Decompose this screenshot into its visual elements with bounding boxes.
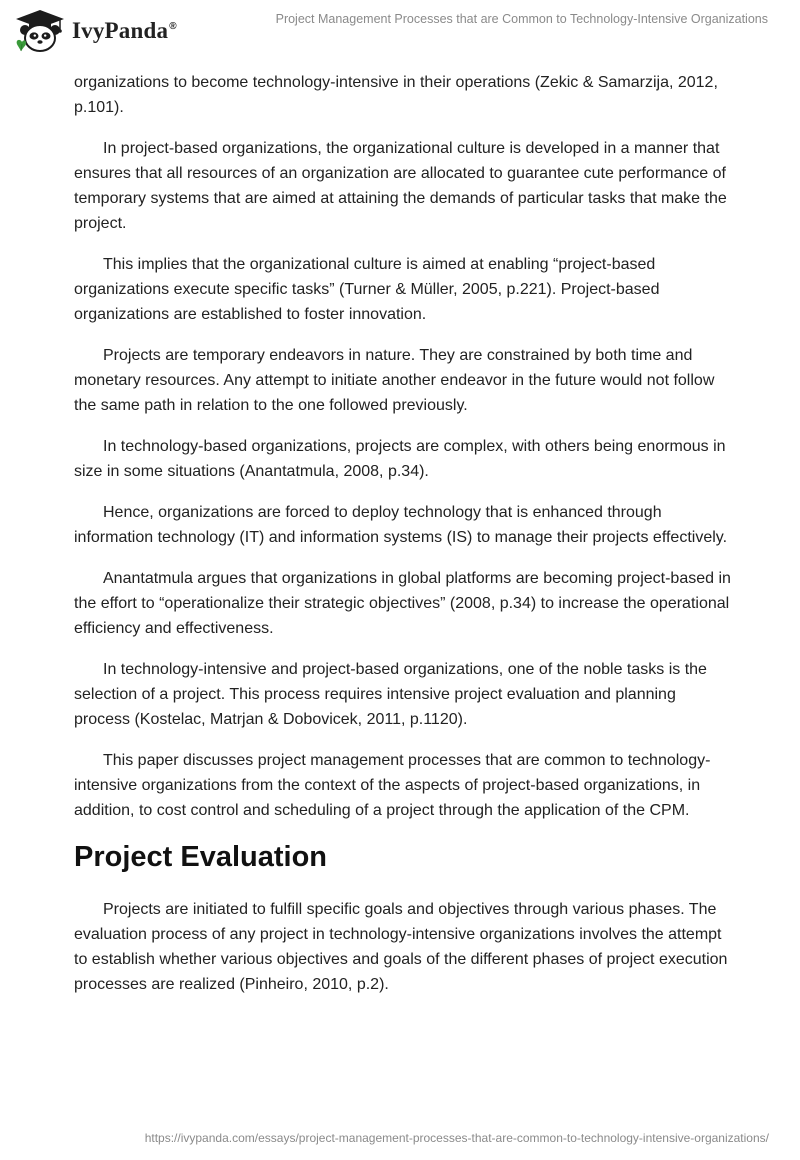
paragraph-continuation: organizations to become technology-intensive in their operations (Zekic & Samarzija, 2012, p.101). bbox=[74, 74, 718, 116]
paragraph: In technology-intensive and project-based organizations, one of the noble tasks is the selection of a project. This process requires intensive project evaluation and planning process (Kostelac, Matrjan & Dobovicek, 2011, p.1120). bbox=[74, 661, 707, 728]
registered-mark: ® bbox=[169, 21, 177, 33]
source-url[interactable]: https://ivypanda.com/essays/project-management-processes-that-are-common-to-technology-intensive-organizations/ bbox=[144, 1131, 769, 1145]
paragraph: In technology-based organizations, projects are complex, with others being enormous in size in some situations (Anantatmula, 2008, p.34). bbox=[74, 438, 726, 480]
paragraph: Projects are temporary endeavors in nature. They are constrained by both time and monetary resources. Any attempt to initiate another endeavor in the future would not follow the same path in relation to the one followed previously. bbox=[74, 347, 715, 414]
paragraph: This implies that the organizational culture is aimed at enabling “project-based organizations execute specific tasks” (Turner & Müller, 2005, p.221). Project-based organizations are established to foster innovation. bbox=[74, 256, 660, 323]
paragraph: In project-based organizations, the organizational culture is developed in a manner that ensures that all resources of an organization are allocated to guarantee cute performance of temporary systems that are aimed at attaining the demands of particular tasks that make the project. bbox=[74, 140, 727, 232]
page-header bbox=[0, 0, 800, 60]
paragraph: Projects are initiated to fulfill specific goals and objectives through various phases. The evaluation process of any project in technology-intensive organizations involves the attempt to establish whether various objectives and goals of the different phases of project execution processes are realized (Pinheiro, 2010, p.2). bbox=[74, 901, 728, 993]
paragraph: Hence, organizations are forced to deploy technology that is enhanced through information technology (IT) and information systems (IS) to manage their projects effectively. bbox=[74, 504, 728, 546]
logo-wordmark: IvyPanda® bbox=[72, 18, 177, 43]
panda-graduation-cap-icon bbox=[14, 8, 66, 54]
essay-content bbox=[74, 70, 734, 1013]
ivypanda-logo[interactable] bbox=[14, 8, 177, 54]
section-heading: Project Evaluation bbox=[74, 841, 328, 873]
document-title: Project Management Processes that are Common to Technology-Intensive Organizations bbox=[275, 12, 768, 26]
paragraph: Anantatmula argues that organizations in global platforms are becoming project-based in the effort to “operationalize their strategic objectives” (2008, p.34) to increase the operational efficiency and effectiveness. bbox=[74, 570, 731, 637]
paragraph: This paper discusses project management processes that are common to technology-intensive organizations from the context of the aspects of project-based organizations, in addition, to cost control and scheduling of a project through the application of the CPM. bbox=[74, 752, 711, 819]
